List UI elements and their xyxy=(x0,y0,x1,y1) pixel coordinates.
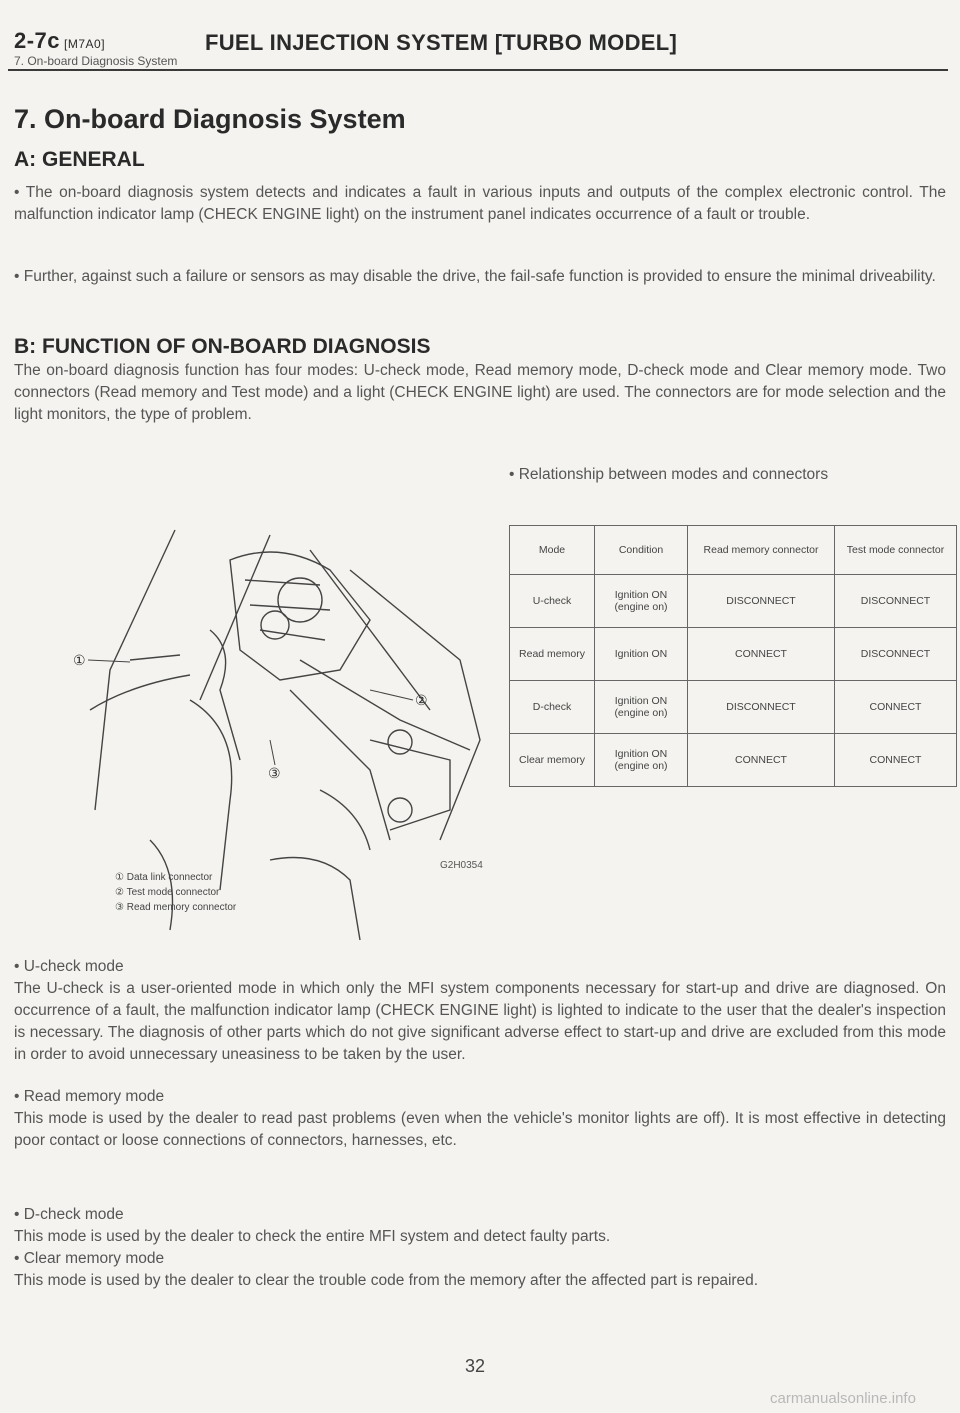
u-check-text: The U-check is a user-oriented mode in which only the MFI system components necessary for start-up and drive are diagnosed. On occurrence of a fault, the malfunction indicator lamp (CHECK ENGINE light) is lighted to indicate to the user that the dealer's inspection is necessary. The diagnosis of other parts which do not give significant adverse effect to start-up and drive are excluded from this mode in order to avoid unnecessary uneasiness to be taken by the user. xyxy=(14,980,946,1063)
table-cell: U-check xyxy=(510,575,595,628)
clear-memory-section xyxy=(14,1248,946,1292)
table-cell: Clear memory xyxy=(510,734,595,787)
d-check-text: This mode is used by the dealer to check the entire MFI system and detect faulty parts. xyxy=(14,1228,611,1245)
table-row xyxy=(510,628,957,681)
u-check-section xyxy=(14,956,946,1066)
function-paragraph: The on-board diagnosis function has four modes: U-check mode, Read memory mode, D-check mode and Clear memory mode. Two connectors (Read memory and Test mode) and a light (CHECK ENGINE light) are used. The connectors are for mode selection and the light monitors, the type of problem. xyxy=(14,362,946,423)
figure-code: G2H0354 xyxy=(440,860,483,871)
u-check-title: • U-check mode xyxy=(14,958,124,975)
watermark: carmanualsonline.info xyxy=(770,1390,916,1407)
legend-item: ① Data link connector xyxy=(115,872,213,883)
table-cell: DISCONNECT xyxy=(835,628,957,681)
table-cell: D-check xyxy=(510,681,595,734)
table-row xyxy=(510,575,957,628)
function-heading: B: FUNCTION OF ON-BOARD DIAGNOSIS xyxy=(14,335,431,358)
read-memory-text: This mode is used by the dealer to read past problems (even when the vehicle's monitor lights are off). It is most effective in detecting poor contact or loose connections of connectors, harnesses, etc. xyxy=(14,1110,946,1149)
relationship-caption: • Relationship between modes and connectors xyxy=(509,466,829,483)
table-cell: Ignition ON xyxy=(595,628,688,681)
table-row xyxy=(510,734,957,787)
general-heading: A: GENERAL xyxy=(14,148,145,171)
table-header: Mode xyxy=(510,526,595,575)
header-title: FUEL INJECTION SYSTEM [TURBO MODEL] xyxy=(205,30,678,55)
callout-3: ③ xyxy=(268,765,281,781)
table-header: Read memory connector xyxy=(688,526,835,575)
table-cell: Ignition ON (engine on) xyxy=(595,575,688,628)
page-number: 32 xyxy=(465,1356,486,1376)
clear-memory-text: This mode is used by the dealer to clear the trouble code from the memory after the affected part is repaired. xyxy=(14,1272,759,1289)
table-header-row xyxy=(510,526,957,575)
clear-memory-title: • Clear memory mode xyxy=(14,1250,165,1267)
table-cell: DISCONNECT xyxy=(688,681,835,734)
d-check-section xyxy=(14,1204,946,1248)
legend-item: ② Test mode connector xyxy=(115,887,220,898)
general-paragraph-1: • The on-board diagnosis system detects and indicates a fault in various inputs and outputs of the complex electronic control. The malfunction indicator lamp (CHECK ENGINE light) on the instrument panel indicates occurrence of a fault or trouble. xyxy=(14,184,946,223)
table-cell: CONNECT xyxy=(688,734,835,787)
table-header: Condition xyxy=(595,526,688,575)
d-check-title: • D-check mode xyxy=(14,1206,124,1223)
figure-legend xyxy=(115,870,236,915)
table-cell: CONNECT xyxy=(688,628,835,681)
read-memory-title: • Read memory mode xyxy=(14,1088,165,1105)
section-title: 7. On-board Diagnosis System xyxy=(14,104,406,134)
table-cell: DISCONNECT xyxy=(835,575,957,628)
read-memory-section xyxy=(14,1086,946,1152)
table-header: Test mode connector xyxy=(835,526,957,575)
callout-2: ② xyxy=(415,692,428,708)
table-cell: CONNECT xyxy=(835,681,957,734)
legend-item: ③ Read memory connector xyxy=(115,902,237,913)
table-row xyxy=(510,681,957,734)
table-cell: DISCONNECT xyxy=(688,575,835,628)
header-subtitle: 7. On-board Diagnosis System xyxy=(14,54,178,68)
header-divider xyxy=(8,69,948,71)
section-code-tag: [M7A0] xyxy=(64,37,106,51)
table-cell: Read memory xyxy=(510,628,595,681)
section-code: 2-7c [M7A0] xyxy=(14,28,106,53)
table-cell: CONNECT xyxy=(835,734,957,787)
general-paragraph-2: • Further, against such a failure or sensors as may disable the drive, the fail-safe function is provided to ensure the minimal driveability. xyxy=(14,268,936,285)
mode-connector-table xyxy=(509,525,957,787)
callout-1: ① xyxy=(73,652,86,668)
table-cell: Ignition ON (engine on) xyxy=(595,681,688,734)
table-cell: Ignition ON (engine on) xyxy=(595,734,688,787)
